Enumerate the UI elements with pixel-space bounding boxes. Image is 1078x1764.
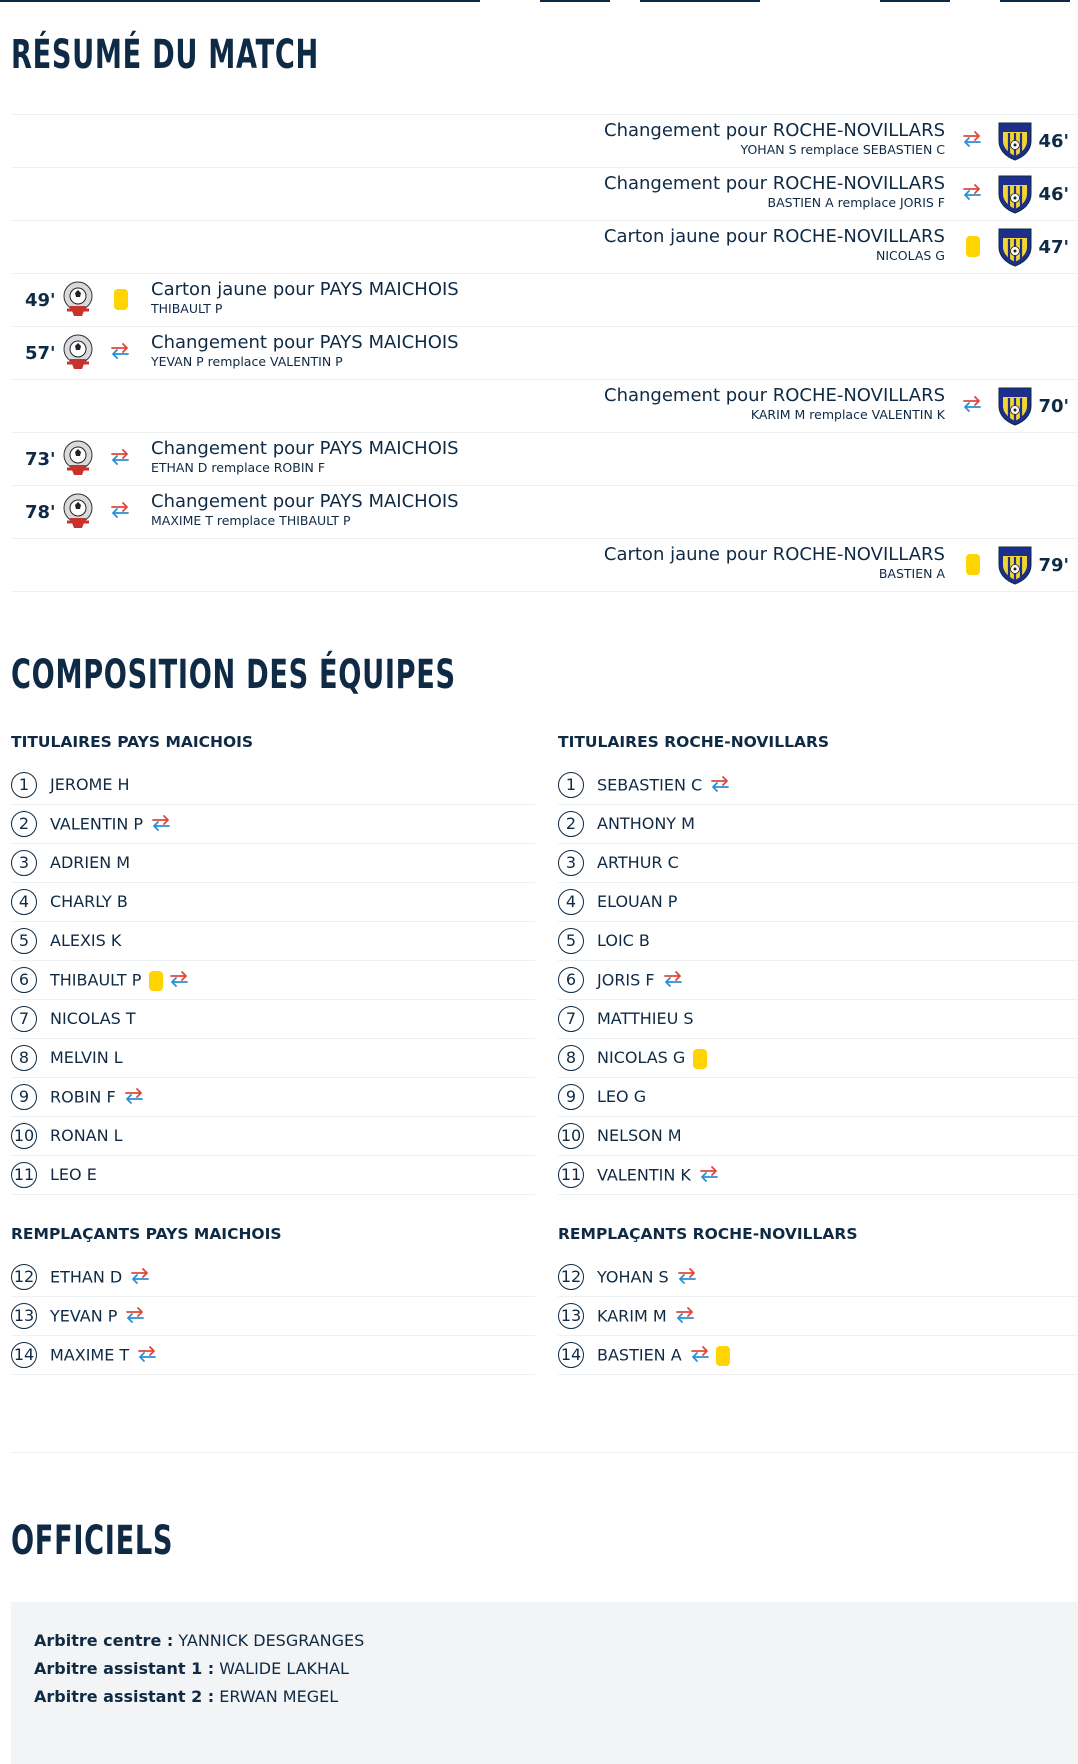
player-row (11, 1039, 535, 1078)
player-number: 14 (558, 1342, 584, 1368)
player-name: THIBAULT P (50, 970, 142, 990)
player-row (11, 1336, 535, 1375)
official-name: WALIDE LAKHAL (219, 1659, 349, 1678)
timeline-event-row (11, 538, 1078, 592)
player-name: CHARLY B (50, 892, 128, 911)
player-row (11, 1156, 535, 1195)
event-text (151, 281, 459, 316)
player-number: 4 (11, 889, 37, 915)
player-number: 12 (558, 1264, 584, 1290)
roche-novillars-logo-icon (997, 545, 1033, 585)
official-line (34, 1631, 364, 1650)
player-name-wrap (50, 931, 121, 950)
player-event-icons (677, 1267, 703, 1289)
player-name: LOIC B (597, 931, 650, 950)
player-name: ANTHONY M (597, 814, 695, 833)
roche-novillars-logo-icon (997, 386, 1033, 426)
player-number: 9 (558, 1084, 584, 1110)
substitution-icon (151, 814, 171, 836)
player-name: JEROME H (50, 775, 130, 794)
player-row (11, 961, 535, 1000)
event-detail: KARIM M remplace VALENTIN K (750, 407, 945, 422)
player-name-wrap (597, 892, 677, 911)
yellow-card-icon (149, 971, 163, 991)
player-row (558, 961, 1078, 1000)
player-number: 9 (11, 1084, 37, 1110)
player-name: SEBASTIEN C (597, 775, 703, 795)
player-number: 13 (11, 1303, 37, 1329)
event-minute: 79' (1038, 555, 1069, 576)
player-name: NICOLAS G (597, 1048, 686, 1067)
player-number: 2 (558, 811, 584, 837)
officiels-title: OFFICIELS (11, 1518, 174, 1564)
player-name-wrap (597, 1345, 736, 1367)
player-number: 5 (558, 928, 584, 954)
event-title: Changement pour ROCHE-NOVILLARS (604, 173, 945, 194)
timeline-event-row (11, 379, 1078, 432)
player-name-wrap (50, 1009, 136, 1028)
pays-maichois-logo-icon (60, 280, 96, 320)
player-number: 14 (11, 1342, 37, 1368)
player-name-wrap (597, 970, 689, 992)
resume-title: RÉSUMÉ DU MATCH (11, 32, 319, 78)
event-title: Carton jaune pour ROCHE-NOVILLARS (603, 544, 945, 565)
player-name-wrap (50, 1165, 97, 1184)
player-event-icons (125, 1306, 151, 1328)
player-number: 3 (11, 850, 37, 876)
event-title: Changement pour PAYS MAICHOIS (151, 332, 459, 353)
player-name: ALEXIS K (50, 931, 122, 950)
player-event-icons (124, 1087, 150, 1109)
yellow-card-icon (966, 236, 980, 257)
pays-maichois-logo-icon (60, 333, 96, 373)
event-text (604, 228, 945, 263)
player-name: BASTIEN A (597, 1345, 682, 1365)
timeline-event-row (11, 432, 1078, 485)
substitution-icon (125, 1306, 145, 1328)
match-timeline (11, 114, 1078, 592)
substitution-icon (962, 186, 982, 205)
timeline-event-row (11, 485, 1078, 538)
player-event-icons (130, 1267, 156, 1289)
substitution-icon (169, 970, 189, 992)
player-row (558, 922, 1078, 961)
player-number: 3 (558, 850, 584, 876)
player-name-wrap (597, 775, 736, 797)
event-detail: THIBAULT P (151, 301, 223, 316)
event-type-icon (962, 130, 984, 152)
player-row (11, 1117, 535, 1156)
roche-novillars-logo-icon (997, 227, 1033, 267)
player-number: 12 (11, 1264, 37, 1290)
player-name-wrap (50, 814, 177, 836)
player-name: YEVAN P (50, 1306, 118, 1326)
player-name: ELOUAN P (597, 892, 678, 911)
top-border-segment (1000, 0, 1070, 2)
substitution-icon (690, 1345, 710, 1367)
player-name: VALENTIN P (50, 814, 144, 834)
player-number: 11 (11, 1162, 37, 1188)
event-type-icon (110, 342, 132, 364)
event-type-icon (962, 395, 984, 417)
event-minute: 73' (25, 449, 56, 470)
away-starters-list (558, 766, 1078, 1195)
player-name-wrap (597, 1087, 646, 1106)
composition-title: COMPOSITION DES ÉQUIPES (11, 652, 456, 698)
player-event-icons (693, 1048, 713, 1069)
event-detail: NICOLAS G (875, 248, 945, 263)
player-number: 8 (11, 1045, 37, 1071)
substitution-icon (124, 1087, 144, 1109)
official-line (34, 1687, 338, 1706)
timeline-event-row (11, 167, 1078, 220)
official-name: YANNICK DESGRANGES (178, 1631, 365, 1650)
event-minute: 70' (1038, 396, 1069, 417)
substitution-icon (962, 398, 982, 417)
event-text (151, 493, 459, 528)
timeline-event-row (11, 114, 1078, 167)
player-number: 11 (558, 1162, 584, 1188)
away-subs-title: REMPLAÇANTS ROCHE-NOVILLARS (558, 1225, 858, 1243)
player-row (558, 1258, 1078, 1297)
player-event-icons (149, 970, 195, 992)
player-name: ETHAN D (50, 1267, 123, 1287)
substitution-icon (137, 1345, 157, 1367)
timeline-event-row (11, 273, 1078, 326)
player-name-wrap (50, 853, 130, 872)
event-text (151, 440, 459, 475)
substitution-icon (677, 1267, 697, 1289)
player-number: 1 (558, 772, 584, 798)
player-name-wrap (50, 1087, 150, 1109)
player-event-icons (699, 1165, 725, 1187)
player-name-wrap (597, 931, 650, 950)
top-border-segment (540, 0, 610, 2)
player-row (11, 1078, 535, 1117)
event-detail: YOHAN S remplace SEBASTIEN C (740, 142, 945, 157)
player-name-wrap (50, 1126, 123, 1145)
pays-maichois-logo-icon (60, 492, 96, 532)
player-number: 10 (11, 1123, 37, 1149)
event-text (604, 387, 945, 422)
player-name: NICOLAS T (50, 1009, 136, 1028)
player-row (558, 844, 1078, 883)
event-title: Changement pour PAYS MAICHOIS (151, 491, 459, 512)
event-text (604, 546, 945, 581)
event-title: Changement pour ROCHE-NOVILLARS (604, 120, 945, 141)
event-type-icon (962, 183, 984, 205)
player-row (558, 883, 1078, 922)
yellow-card-icon (114, 289, 128, 310)
event-detail: ETHAN D remplace ROBIN F (151, 460, 326, 475)
player-name: LEO G (597, 1087, 647, 1106)
event-type-icon (110, 289, 132, 311)
player-row (11, 922, 535, 961)
player-row (558, 1000, 1078, 1039)
player-name: ADRIEN M (50, 853, 131, 872)
player-row (558, 1078, 1078, 1117)
player-event-icons (690, 1345, 736, 1367)
player-number: 10 (558, 1123, 584, 1149)
player-name-wrap (50, 775, 130, 794)
substitution-icon (110, 451, 130, 470)
player-row (11, 1297, 535, 1336)
roche-novillars-logo-icon (997, 121, 1033, 161)
event-type-icon (110, 501, 132, 523)
event-title: Carton jaune pour ROCHE-NOVILLARS (603, 226, 945, 247)
officials-panel (11, 1602, 1078, 1764)
home-starters-title: TITULAIRES PAYS MAICHOIS (11, 733, 254, 751)
substitution-icon (663, 970, 683, 992)
player-row (11, 1000, 535, 1039)
yellow-card-icon (966, 554, 980, 575)
player-event-icons (675, 1306, 701, 1328)
home-subs-title: REMPLAÇANTS PAYS MAICHOIS (11, 1225, 282, 1243)
player-name-wrap (597, 814, 695, 833)
player-name-wrap (597, 1165, 725, 1187)
player-name-wrap (597, 1267, 703, 1289)
player-number: 8 (558, 1045, 584, 1071)
player-name: RONAN L (50, 1126, 123, 1145)
player-name-wrap (50, 892, 128, 911)
event-text (604, 122, 945, 157)
event-text (151, 334, 459, 369)
event-type-icon (110, 448, 132, 470)
player-name-wrap (50, 970, 195, 992)
player-event-icons (710, 775, 736, 797)
player-row (558, 805, 1078, 844)
substitution-icon (110, 345, 130, 364)
player-number: 6 (11, 967, 37, 993)
player-number: 4 (558, 889, 584, 915)
player-name: NELSON M (597, 1126, 682, 1145)
player-number: 13 (558, 1303, 584, 1329)
player-row (11, 1258, 535, 1297)
player-row (558, 1156, 1078, 1195)
player-name: MELVIN L (50, 1048, 123, 1067)
player-row (558, 1336, 1078, 1375)
player-name-wrap (50, 1345, 163, 1367)
event-detail: BASTIEN A remplace JORIS F (767, 195, 945, 210)
player-event-icons (663, 970, 689, 992)
player-number: 5 (11, 928, 37, 954)
player-name: JORIS F (597, 970, 655, 990)
player-name: ARTHUR C (597, 853, 679, 872)
top-border-segment (640, 0, 760, 2)
player-number: 7 (11, 1006, 37, 1032)
substitution-icon (675, 1306, 695, 1328)
player-name-wrap (597, 853, 679, 872)
player-name: YOHAN S (597, 1267, 669, 1287)
official-line (34, 1659, 349, 1678)
substitution-icon (110, 504, 130, 523)
timeline-event-row (11, 220, 1078, 273)
top-border-segment (0, 0, 480, 2)
player-number: 1 (11, 772, 37, 798)
timeline-event-row (11, 326, 1078, 379)
roche-novillars-logo-icon (997, 174, 1033, 214)
yellow-card-icon (693, 1049, 707, 1069)
substitution-icon (130, 1267, 150, 1289)
event-minute: 46' (1038, 184, 1069, 205)
top-border (0, 0, 1078, 3)
event-type-icon (962, 554, 984, 576)
official-role: Arbitre assistant 1 : (34, 1659, 215, 1678)
event-detail: BASTIEN A (878, 566, 945, 581)
player-name: VALENTIN K (597, 1165, 691, 1185)
event-minute: 47' (1038, 237, 1069, 258)
player-event-icons (151, 814, 177, 836)
official-role: Arbitre assistant 2 : (34, 1687, 215, 1706)
event-text (604, 175, 945, 210)
player-name: KARIM M (597, 1306, 667, 1326)
event-detail: YEVAN P remplace VALENTIN P (151, 354, 343, 369)
yellow-card-icon (716, 1346, 730, 1366)
event-detail: MAXIME T remplace THIBAULT P (151, 513, 351, 528)
player-row (558, 1297, 1078, 1336)
away-subs-list (558, 1258, 1078, 1375)
player-name-wrap (597, 1009, 694, 1028)
player-name-wrap (50, 1306, 151, 1328)
home-starters-list (11, 766, 535, 1195)
player-row (558, 1039, 1078, 1078)
player-name-wrap (597, 1048, 713, 1069)
substitution-icon (962, 133, 982, 152)
player-row (558, 1117, 1078, 1156)
player-name-wrap (597, 1126, 682, 1145)
player-row (11, 805, 535, 844)
player-name-wrap (50, 1267, 156, 1289)
player-number: 7 (558, 1006, 584, 1032)
player-row (11, 844, 535, 883)
player-name: LEO E (50, 1165, 97, 1184)
player-event-icons (137, 1345, 163, 1367)
event-minute: 49' (25, 290, 56, 311)
away-starters-title: TITULAIRES ROCHE-NOVILLARS (558, 733, 830, 751)
event-minute: 78' (25, 502, 56, 523)
official-name: ERWAN MEGEL (219, 1687, 339, 1706)
player-name: MAXIME T (50, 1345, 130, 1365)
player-row (558, 766, 1078, 805)
pays-maichois-logo-icon (60, 439, 96, 479)
home-subs-list (11, 1258, 535, 1375)
player-row (11, 883, 535, 922)
player-name-wrap (50, 1048, 123, 1067)
official-role: Arbitre centre : (34, 1631, 174, 1650)
event-title: Changement pour PAYS MAICHOIS (151, 438, 459, 459)
top-border-segment (880, 0, 950, 2)
player-name-wrap (597, 1306, 701, 1328)
event-title: Carton jaune pour PAYS MAICHOIS (151, 279, 459, 300)
event-minute: 57' (25, 343, 56, 364)
substitution-icon (699, 1165, 719, 1187)
substitution-icon (710, 775, 730, 797)
section-divider (11, 1452, 1078, 1453)
player-name: MATTHIEU S (597, 1009, 694, 1028)
event-minute: 46' (1038, 131, 1069, 152)
player-number: 6 (558, 967, 584, 993)
event-type-icon (962, 236, 984, 258)
player-name: ROBIN F (50, 1087, 116, 1107)
player-number: 2 (11, 811, 37, 837)
player-row (11, 766, 535, 805)
event-title: Changement pour ROCHE-NOVILLARS (604, 385, 945, 406)
